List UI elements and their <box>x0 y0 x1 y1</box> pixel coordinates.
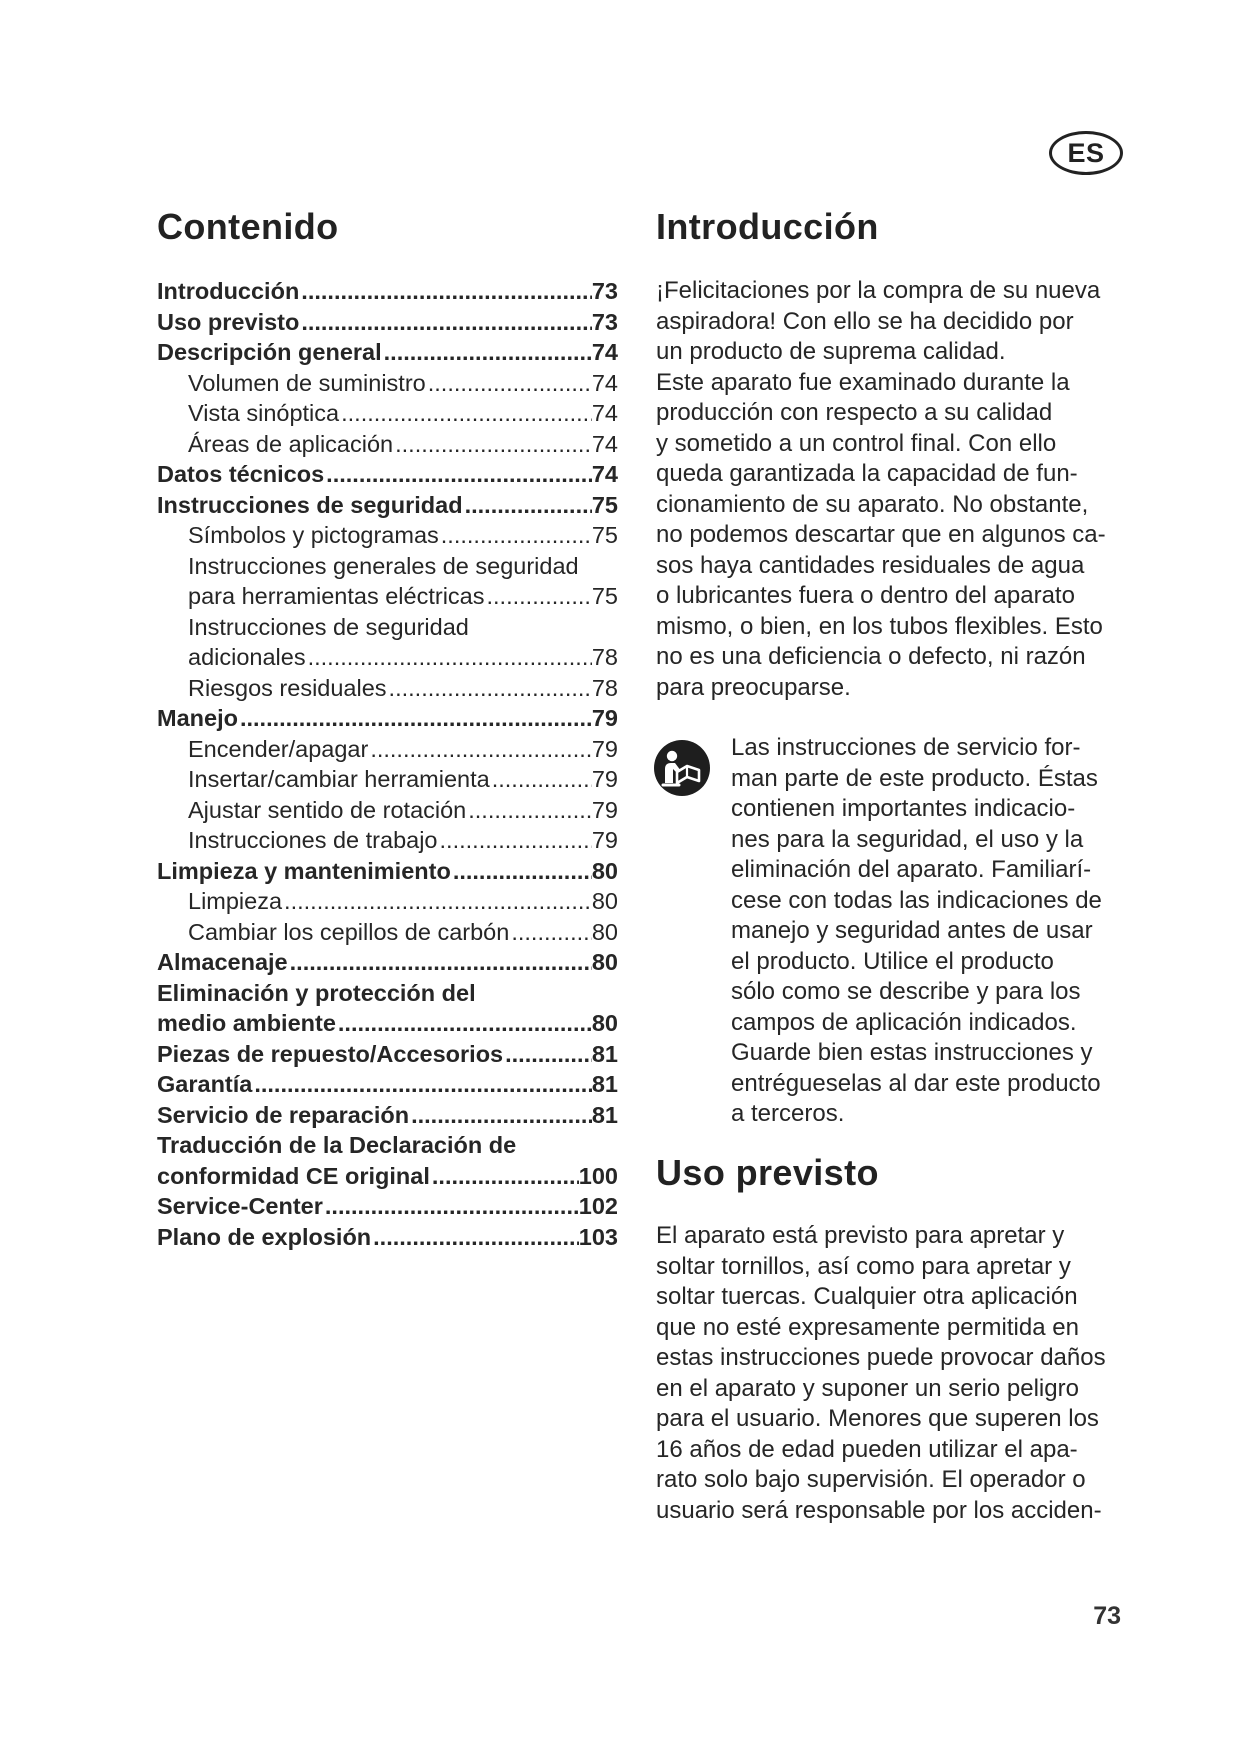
toc-entry-page: 74 <box>591 430 618 457</box>
text-line: para preocuparse. <box>656 673 851 701</box>
safety-note-text <box>731 733 1102 1130</box>
toc-entry <box>157 368 618 399</box>
toc-dot-leader <box>465 490 592 521</box>
toc-entry <box>157 795 618 826</box>
toc-entry <box>157 1161 618 1192</box>
toc-entry <box>157 917 618 948</box>
page-number: 73 <box>1093 1602 1121 1630</box>
text-line: un producto de suprema calidad. <box>656 338 1006 365</box>
text-line: cionamiento de su aparato. No obstante, <box>656 490 1089 518</box>
toc-dot-leader <box>492 764 592 795</box>
toc-entry-page: 74 <box>591 369 618 396</box>
toc-entry-page: 74 <box>591 400 618 426</box>
text-line: mismo, o bien, en los tubos flexibles. Esto <box>656 612 1103 640</box>
toc-entry-label: Plano de explosión <box>157 1223 372 1250</box>
toc-entry-page: 79 <box>591 735 618 762</box>
toc-entry <box>157 337 618 368</box>
text-line: Este aparato fue examinado durante la <box>656 368 1070 396</box>
toc-entry-page: 79 <box>591 705 618 731</box>
text-line: producción con respecto a su calidad <box>656 399 1053 426</box>
toc-dot-leader <box>370 734 592 765</box>
introduction-heading: Introducción <box>656 206 879 247</box>
toc-entry <box>157 764 618 795</box>
toc-entry-page: 79 <box>591 827 618 853</box>
text-line: o lubricantes fuera o dentro del aparato <box>656 582 1075 609</box>
toc-entry <box>157 1100 618 1131</box>
toc-dot-leader <box>254 1069 592 1100</box>
toc-entry-label: Servicio de reparación <box>157 1101 410 1128</box>
text-line: sólo como se describe y para los <box>731 978 1081 1005</box>
toc-entry <box>157 276 618 307</box>
toc-entry-label: Manejo <box>157 705 238 731</box>
toc-entry-label: Instrucciones generales de seguridad <box>188 552 579 579</box>
toc-dot-leader <box>511 917 592 948</box>
toc-dot-leader <box>453 856 592 887</box>
toc-dot-leader <box>505 1039 592 1070</box>
text-line: cese con todas las indicaciones de <box>731 886 1102 914</box>
text-line: sos haya cantidades residuales de agua <box>656 551 1085 579</box>
toc-entry-page: 80 <box>591 949 618 975</box>
text-line: entrégueselas al dar este producto <box>731 1069 1101 1097</box>
text-line: rato solo bajo supervisión. El operador o <box>656 1466 1086 1493</box>
text-line: eliminación del aparato. Familiarí- <box>731 856 1092 883</box>
toc-entry-label: Garantía <box>157 1071 253 1097</box>
toc-entry <box>157 856 618 887</box>
text-line: Guarde bien estas instrucciones y <box>731 1039 1093 1066</box>
text-line: no podemos descartar que en algunos ca- <box>656 521 1106 548</box>
toc-entry-label: Instrucciones de trabajo <box>188 827 438 853</box>
text-line: no es una deficiencia o defecto, ni razón <box>656 643 1086 670</box>
toc-dot-leader <box>341 398 592 429</box>
toc-entry-page: 80 <box>591 888 618 914</box>
toc-entry-page: 79 <box>591 766 618 792</box>
introduction-paragraph <box>656 276 1106 703</box>
text-line: a terceros. <box>731 1100 845 1127</box>
toc-dot-leader <box>441 520 592 551</box>
toc-heading: Contenido <box>157 206 339 247</box>
toc-entry-label: Ajustar sentido de rotación <box>188 796 467 823</box>
toc-entry <box>157 734 618 765</box>
toc-entry-label: Service-Center <box>157 1193 323 1219</box>
text-line: aspiradora! Con ello se ha decidido por <box>656 307 1074 335</box>
toc-dot-leader <box>301 276 592 307</box>
toc-entry-page: 80 <box>591 918 618 945</box>
text-line: queda garantizada la capacidad de fun- <box>656 460 1078 487</box>
toc-entry <box>157 551 618 582</box>
toc-entry-label: Almacenaje <box>157 949 288 975</box>
toc-entry-label: Uso previsto <box>157 308 300 335</box>
toc-dot-leader <box>440 825 592 856</box>
toc-entry <box>157 703 618 734</box>
toc-entry <box>157 612 618 643</box>
toc-entry-label: Instrucciones de seguridad <box>157 491 463 518</box>
toc-dot-leader <box>338 1008 592 1039</box>
text-line: estas instrucciones puede provocar daños <box>656 1344 1106 1371</box>
toc-dot-leader <box>308 642 592 673</box>
toc-entry <box>157 825 618 856</box>
toc-entry <box>157 1069 618 1100</box>
toc-entry-page: 73 <box>591 278 618 304</box>
toc-dot-leader <box>389 673 592 704</box>
toc-entry-page: 80 <box>591 1010 618 1036</box>
toc-entry <box>157 581 618 612</box>
intended-use-heading: Uso previsto <box>656 1152 879 1193</box>
toc-entry-page: 100 <box>578 1162 618 1189</box>
toc-entry-page: 75 <box>591 522 618 548</box>
toc-entry-page: 78 <box>591 644 618 670</box>
toc-entry-label: Datos técnicos <box>157 461 325 487</box>
toc-entry <box>157 673 618 704</box>
text-line: Las instrucciones de servicio for- <box>731 734 1081 761</box>
language-code: ES <box>1067 137 1105 168</box>
text-line: ¡Felicitaciones por la compra de su nueva <box>656 277 1101 304</box>
text-line: 16 años de edad pueden utilizar el apa- <box>656 1435 1078 1463</box>
toc-dot-leader <box>395 429 592 460</box>
language-badge <box>1049 131 1123 175</box>
toc-dot-leader <box>411 1100 592 1131</box>
toc-entry <box>157 947 618 978</box>
text-line: El aparato está previsto para apretar y <box>656 1222 1065 1249</box>
toc-entry <box>157 307 618 338</box>
toc-dot-leader <box>284 886 592 917</box>
text-line: el producto. Utilice el producto <box>731 947 1054 975</box>
text-line: campos de aplicación indicados. <box>731 1008 1077 1036</box>
toc-dot-leader <box>240 703 592 734</box>
toc-entry <box>157 520 618 551</box>
toc-entry <box>157 398 618 429</box>
text-line: soltar tornillos, así como para apretar y <box>656 1252 1071 1280</box>
toc-entry-page: 73 <box>591 308 618 335</box>
toc-entry-page: 75 <box>591 491 618 518</box>
toc-entry-label: adicionales <box>188 644 306 670</box>
text-line: usuario será responsable por los acciden- <box>656 1496 1102 1524</box>
text-line: contienen importantes indicacio- <box>731 795 1076 822</box>
toc-dot-leader <box>325 1191 579 1222</box>
toc-entry <box>157 978 618 1009</box>
toc-dot-leader <box>384 337 592 368</box>
toc-entry <box>157 490 618 521</box>
toc-entry-label: para herramientas eléctricas <box>188 583 485 609</box>
toc-entry-page: 81 <box>591 1071 618 1097</box>
toc-entry <box>157 459 618 490</box>
text-line: man parte de este producto. Éstas <box>731 764 1098 792</box>
toc-entry-label: Descripción general <box>157 339 382 365</box>
toc-entry-page: 103 <box>578 1223 618 1250</box>
toc-entry-page: 74 <box>591 461 618 487</box>
toc-entry-label: Introducción <box>157 278 300 304</box>
toc-entry <box>157 886 618 917</box>
toc-dot-leader <box>373 1222 579 1253</box>
text-line: para el usuario. Menores que superen los <box>656 1405 1099 1432</box>
toc-dot-leader <box>487 581 592 612</box>
toc-entry-label: Cambiar los cepillos de carbón <box>188 918 510 945</box>
toc-entry-label: conformidad CE original <box>157 1162 430 1189</box>
toc-entry-page: 81 <box>591 1040 618 1067</box>
toc-entry-label: Insertar/cambiar herramienta <box>188 766 490 792</box>
toc-entry-label: Limpieza y mantenimiento <box>157 857 451 884</box>
toc-entry-label: Volumen de suministro <box>188 369 426 396</box>
text-line: soltar tuercas. Cualquier otra aplicación <box>656 1283 1078 1310</box>
toc-entry-page: 80 <box>591 857 618 884</box>
text-line: que no esté expresamente permitida en <box>656 1313 1079 1341</box>
toc-dot-leader <box>326 459 592 490</box>
toc-entry-page: 102 <box>578 1193 618 1219</box>
toc-entry <box>157 1008 618 1039</box>
toc-entry <box>157 1039 618 1070</box>
toc-entry <box>157 642 618 673</box>
toc-entry-label: Áreas de aplicación <box>188 430 394 457</box>
toc-entry-page: 81 <box>591 1101 618 1128</box>
toc-entry-label: Instrucciones de seguridad <box>188 613 469 640</box>
text-line: y sometido a un control final. Con ello <box>656 429 1057 457</box>
toc-entry-label: Encender/apagar <box>188 735 369 762</box>
toc-entry-page: 75 <box>591 583 618 609</box>
toc-entry-label: Limpieza <box>188 888 283 914</box>
toc-entry <box>157 429 618 460</box>
text-line: en el aparato y suponer un serio peligro <box>656 1374 1079 1402</box>
toc-entry-label: Riesgos residuales <box>188 674 387 701</box>
read-manual-icon <box>653 739 711 797</box>
toc-dot-leader <box>301 307 592 338</box>
toc-entry-label: Símbolos y pictogramas <box>188 522 439 548</box>
toc-entry <box>157 1191 618 1222</box>
intended-use-paragraph <box>656 1221 1106 1526</box>
toc-dot-leader <box>290 947 592 978</box>
table-of-contents <box>157 276 618 1252</box>
toc-entry <box>157 1130 618 1161</box>
toc-entry-page: 78 <box>591 674 618 701</box>
toc-dot-leader <box>432 1161 579 1192</box>
toc-entry-label: medio ambiente <box>157 1010 336 1036</box>
toc-dot-leader <box>428 368 592 399</box>
toc-entry-label: Traducción de la Declaración de <box>157 1132 517 1158</box>
text-line: nes para la seguridad, el uso y la <box>731 825 1084 853</box>
toc-entry-page: 79 <box>591 796 618 823</box>
toc-entry-label: Piezas de repuesto/Accesorios <box>157 1040 504 1067</box>
toc-entry-label: Eliminación y protección del <box>157 979 476 1006</box>
toc-entry <box>157 1222 618 1253</box>
toc-entry-label: Vista sinóptica <box>188 400 340 426</box>
toc-dot-leader <box>468 795 592 826</box>
text-line: manejo y seguridad antes de usar <box>731 917 1093 944</box>
toc-entry-page: 74 <box>591 339 618 365</box>
